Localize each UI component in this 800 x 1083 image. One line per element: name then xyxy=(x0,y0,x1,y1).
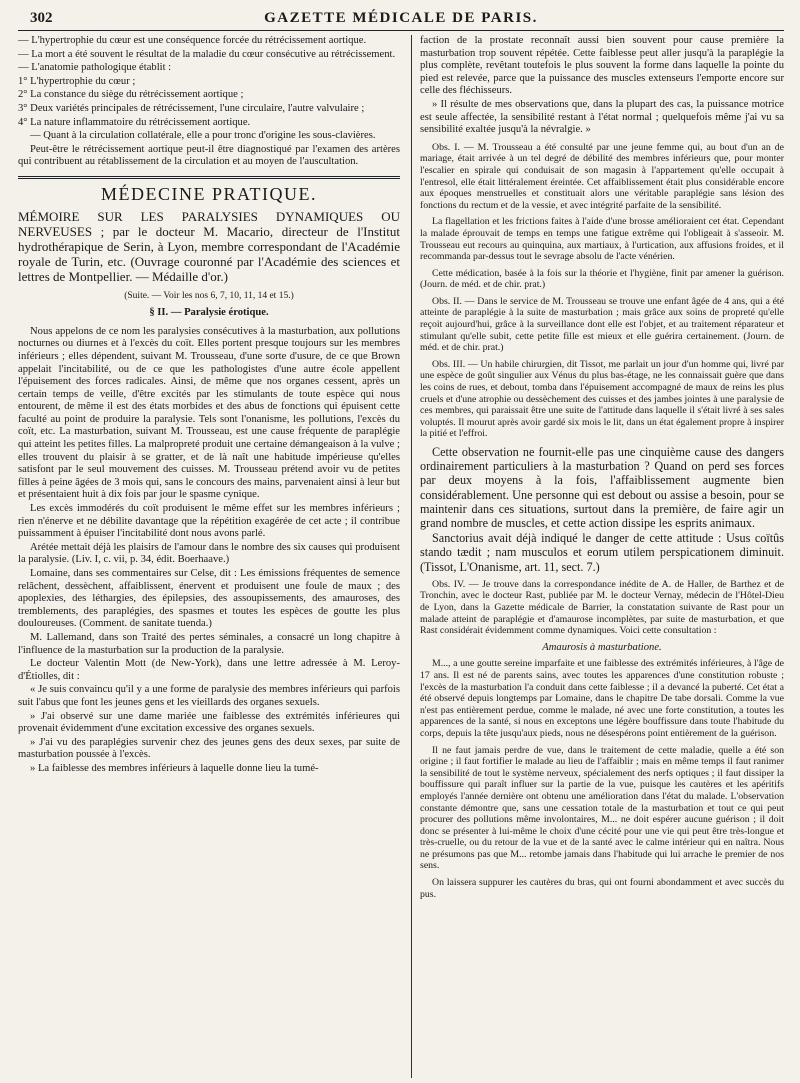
paragraph: — Quant à la circulation collatérale, elle a pour tronc d'origine les sous-clavières. xyxy=(30,130,376,142)
consultation-title: Amaurosis à masturbatione. xyxy=(542,641,662,653)
list-item: 1° L'hypertrophie du cœur ; xyxy=(18,75,136,87)
section-rule xyxy=(18,176,400,179)
paragraph: Les excès immodérés du coït produisent le même effet sur les membres inférieurs ; rien n'énerve et ne débilite davantage que la répétition exagérée de cet acte ; il contribue puissamment à épuiser l'incitabilité dont nous avons parlé. xyxy=(18,503,400,540)
subsection-title: § II. — Paralysie érotique. xyxy=(149,307,269,319)
paragraph: On laissera suppurer les cautères du bras, qui ont fourni abondamment et avec succès du pus. xyxy=(420,877,784,900)
memoire-heading: MÉMOIRE SUR LES PARALYSIES DYNAMIQUES OU NERVEUSES ; par le docteur M. Macario, directeur de l'Institut hydrothérapique de Serin, à Lyon, membre correspondant de l'Académie royale de Turin, etc. (Ouvrage couronné par l'Académie des sciences et lettres de Montpellier. — Médaille d'or.) xyxy=(18,208,400,284)
list-item: 3° Deux variétés principales de rétrécissement, l'une circulaire, l'autre valvulaire ; xyxy=(18,102,365,114)
paragraph: — L'hypertrophie du cœur est une conséquence forcée du rétrécissement aortique. xyxy=(18,35,367,46)
section-title: MÉDECINE PRATIQUE. xyxy=(101,183,317,204)
paragraph: Le docteur Valentin Mott (de New-York), dans une lettre adressée à M. Leroy-d'Étiolles, dit : xyxy=(18,658,400,682)
quote-paragraph: » J'ai vu des paraplégies survenir chez des jeunes gens des deux sexes, par suite de masturbation poussée à l'excès. xyxy=(18,736,400,761)
observation-4: Obs. IV. — Je trouve dans la correspondance inédite de A. de Haller, de Barthez et de Tronchin, avec le docteur Rast, publiée par M. le docteur Vernay, médecin de l'Hôtel-Dieu de Lyon, dans la Gazette médicale de Barrier, la constatation suivante de Rast pour un malade atteint de paraplégie et d'amaurose incomplètes, par suite de masturbation, et que Rast considérait évidemment comme dynamiques. Voici cette consultation : xyxy=(420,578,784,637)
quote-paragraph: » Il résulte de mes observations que, dans la plupart des cas, la puissance motrice est seule affectée, la sensibilité restant à l'état normal ; quelquefois même j'ai vu sa sensibilité exaltée jusqu'à la névralgie. » xyxy=(420,98,784,136)
paragraph: — L'anatomie pathologique établit : xyxy=(18,62,172,74)
paragraph: Arétée mettait déjà les plaisirs de l'amour dans le nombre des six causes qui produisent la paralysie. (Liv. I, c. vii, p. 34, édit. Boerhaave.) xyxy=(18,541,400,566)
quote-paragraph: « Je suis convaincu qu'il y a une forme de paralysie des membres inférieurs qui parfois suit l'abus que font les jeunes gens et les vieillards des organes sexuels. xyxy=(18,684,400,708)
quote-paragraph: » La faiblesse des membres inférieurs à laquelle donne lieu la tumé- xyxy=(30,762,319,774)
paragraph: — La mort a été souvent le résultat de la maladie du cœur consécutive au rétrécissement. xyxy=(18,48,396,60)
observation-1: Obs. I. — M. Trousseau a été consulté par une jeune femme qui, au bout d'un an de mariage, était arrivée à un tel degré de débilité des membres inférieurs que, pour monter l'escalier en spirale qui conduisait de son magasin à l'appartement qu'elle occupait à l'entresol, elle était littéralement éreintée. Cet affaiblissement était plus considérable encore aux époques menstruelles et constituait alors une véritable paraplégie sans lésion des fonctions du rectum et de la vessie, et avec intégrité parfaite de la sensibilité. xyxy=(420,141,784,211)
paragraph: Nous appelons de ce nom les paralysies consécutives à la masturbation, aux pollutions nocturnes ou diurnes et à l'excès du coït. Elles portent presque toujours sur les membres inférieurs ; elles dépendent, suivant M. Trousseau, d'une sorte d'usure, de ce que Brown appelait l'incitabilité, ou de ce que les pathologistes d'une autre école appellent l'épuisement des forces radicales. Ainsi, de même que nos organes cessent, après un certain temps de veille, d'être excités par les stimulants de toute espèce qui nous entourent, de même il est des états morbides et des abus de fonctions qui épuisent cette faculté au point de produire la paralysie. Tels sont l'onanisme, les pollutions, l'excès du coït, etc. La masturbation, suivant M. Trousseau, est une cause fréquente de paraplégie qui atteint les petites filles. La malpropreté produit une certaine démangeaison à la vulve ; elles trouvent du plaisir à se gratter, et de là naît une habitude impérieuse qu'elles satisfont par le seul mouvement des cuisses. M. Trousseau prétend avoir vu de petites filles à peine âgées de 3 mois qui, sans le concours des mains, parvenaient ainsi à leur but et présentaient huit à dix fois par jour le spasme cynique. xyxy=(18,325,400,501)
paragraph: Peut-être le rétrécissement aortique peut-il être diagnostiqué par l'examen des artères qui contribuent au rétablissement de la circulation et au moyen de l'auscultation. xyxy=(18,143,400,168)
list-item: 4° La nature inflammatoire du rétrécissement aortique. xyxy=(18,116,251,128)
paragraph: Cette médication, basée à la fois sur la théorie et l'hygiène, finit par amener la guérison. (Journ. de méd. et de chir. prat.) xyxy=(420,267,784,291)
left-column xyxy=(18,35,400,1078)
paragraph: Il ne faut jamais perdre de vue, dans le traitement de cette maladie, quelle a été son origine ; il faut fortifier le malade au lieu de l'affaiblir ; mais en même temps il faut ranimer la sensibilité de tout le système nerveux, spécialement des nerfs optiques ; il faut dissiper la bouffissure qui paraît influer sur la partie de la vue, puisque les cautères et les apéritifs employés l'année dernière ont obtenu une amélioration dans l'état du malade. L'observation constante démontre que, sans une cessation totale de la masturbation et tout ce qui peut procurer des pollutions même involontaires, M... ne doit espérer aucune guérison ; il doit donc se présenter à lui-même le choix d'une cécité pour une vie qui peut être très-longue et très-cruelle, ou du retour de la vue et de la santé avec le calme intérieur qui en naîtra. Nous ne présumons pas que M... retombe jamais dans l'habitude qui lui arrache le premier de nos sens. xyxy=(420,744,784,872)
running-title: GAZETTE MÉDICALE DE PARIS. xyxy=(264,10,538,26)
commentary-paragraph: Sanctorius avait déjà indiqué le danger de cette attitude : Usus coïtûs stando tædit ; nam musculos et eorum utilem perspicationem diminuit. (Tissot, L'Onanisme, art. 11, sect. 7.) xyxy=(420,531,784,574)
page-header xyxy=(18,8,784,31)
column-divider xyxy=(411,35,412,1078)
observation-2: Obs. II. — Dans le service de M. Trousseau se trouve une enfant âgée de 4 ans, qui a été atteinte de paraplégie à la suite de masturbation ; mais grâce aux soins de propreté qu'elle reçoit aujourd'hui, grâce à la surveillance dont elle est l'objet, et au traitement réparateur et stimulant qu'elle subit, cette petite fille est mieux et elle guérira certainement. (Journ. de méd. et de chir. prat.) xyxy=(420,295,784,354)
paragraph: La flagellation et les frictions faites à l'aide d'une brosse amélioraient cet état. Cependant la malade éprouvait de temps en temps une fatigue extrême qui l'obligeait à s'asseoir. M. Trousseau eut recours au quinquina, aux martiaux, à l'urtication, aux affusions froides, et il recommanda par-dessus tout le sevrage absolu de l'acte vénérien. xyxy=(420,216,784,263)
page-number: 302 xyxy=(30,10,53,26)
right-column xyxy=(420,35,784,1078)
newspaper-page xyxy=(18,8,784,1078)
observation-3: Obs. III. — Un habile chirurgien, dit Tissot, me parlait un jour d'un homme qui, livré par une espèce de goût singulier aux Vénus du plus bas-étage, ne les connaissait guère que dans les coins de rues, et debout, tomba dans l'épuisement accompagné de maux de reins les plus cruels et d'une atrophie ou dessèchement des cuisses et des jambes jointes à une paralysie de ces membres, qui paraissait être une suite de l'attitude dans laquelle il s'était livré à ses sales voluptés. Il mourut après avoir gardé six mois le lit, dans un état également propre à inspirer la pitié et l'effroi. xyxy=(420,358,784,440)
paragraph: faction de la prostate reconnaît aussi bien souvent pour cause première la masturbation trop souvent répétée. Cette faiblesse peut aller jusqu'à la paraplégie la plus complète, revêtant toutefois le plus souvent la forme dans laquelle la pointe du pied est relevée, parce que la puissance des muscles extenseurs l'emporte encore sur celle des fléchisseurs. xyxy=(420,35,784,97)
quote-paragraph: » J'ai observé sur une dame mariée une faiblesse des extrémités inférieures qui provenait évidemment d'une excitation excessive des organes sexuels. xyxy=(18,710,400,735)
paragraph: Lomaine, dans ses commentaires sur Celse, dit : Les émissions fréquentes de semence relâchent, dessèchent, affaiblissent, énervent et produisent une foule de maux ; des apoplexies, des léthargies, des épilepsies, des assoupissements, des amauroses, des tremblements, des paraplégies, des spasmes et toutes les espèces de goutte les plus douloureuses. (Comment. de sanitate tuenda.) xyxy=(18,568,400,630)
columns xyxy=(18,35,784,1078)
paragraph: M. Lallemand, dans son Traité des pertes séminales, a consacré un long chapitre à l'influence de la masturbation sur la production de la paralysie. xyxy=(18,631,400,656)
list-item: 2° La constance du siège du rétrécissement aortique ; xyxy=(18,89,244,101)
suite-note: (Suite. — Voir les nos 6, 7, 10, 11, 14 et 15.) xyxy=(124,290,294,301)
commentary-paragraph: Cette observation ne fournit-elle pas une cinquième cause des dangers ordinairement particuliers à la masturbation ? Quand on perd ses forces par deux moyens à la fois, l'affaiblissement augmente bien considérablement. Une personne qui est debout ou assise a besoin, pour se maintenir dans ces situations, surtout dans la première, de faire agir un grand nombre de muscles, et cette action dissipe les esprits animaux. xyxy=(420,445,784,531)
paragraph: M..., a une goutte sereine imparfaite et une faiblesse des extrémités inférieures, à l'âge de 17 ans. Il est né de parents sains, avec toutes les apparences d'une constitution robuste ; l'excès de la masturbation l'a conduit dans cette faiblesse ; il a devancé la puberté. Cet état a été observé depuis longtemps par Lomaine, dans le chapitre De tabe dorsali. Comme la vue n'est pas entièrement perdue, comme le malade, né avec une forte constitution, a toutes les apparences de la santé, si nous en exceptons une légère bouffissure dans toute l'habitude du corps, depuis la tête jusqu'aux pieds, nous ne désespérons point entièrement de la guérison. xyxy=(420,658,784,739)
